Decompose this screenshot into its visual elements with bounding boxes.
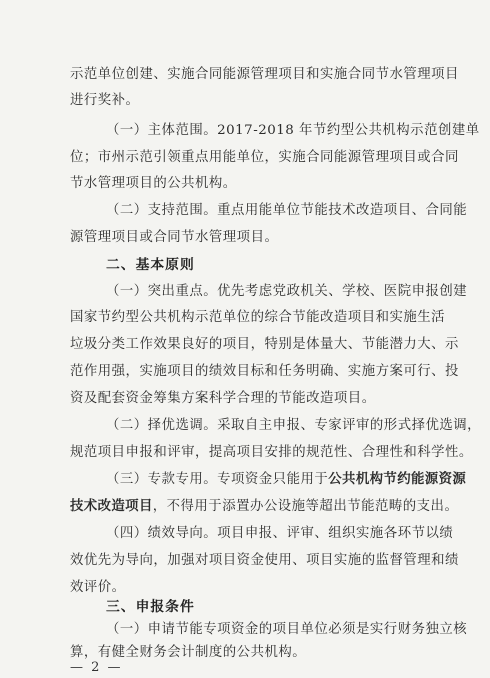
text-line: （二）择优选调。采取自主申报、专家评审的形式择优选调， (106, 418, 482, 433)
section-heading: 二、基本原则 (106, 257, 195, 273)
text-line: （一）主体范围。2017-2018 年节约型公共机构示范创建单 (106, 123, 480, 138)
text-line: 算，有健全财务会计制度的公共机构。 (70, 645, 307, 660)
text-line: 效评价。 (70, 580, 126, 595)
text-line: 国家节约型公共机构示范单位的综合节能改造项目和实施生活 (70, 310, 446, 325)
text-line: （四）绩效导向。项目申报、评审、组织实施各环节以绩 (106, 526, 454, 541)
emphasis-text: 技术改造项目 (70, 499, 153, 514)
text-line: 位；市州示范引领重点用能单位，实施合同能源管理项目或合同 (70, 150, 459, 165)
text-line: （二）支持范围。重点用能单位节能技术改造项目、合同能 (106, 203, 468, 218)
text-line: 源管理项目或合同节水管理项目。 (70, 230, 279, 245)
text-line: 示范单位创建、实施合同能源管理项目和实施合同节水管理项目 (70, 67, 459, 82)
emphasis-text: 公共机构节约能源资源 (328, 472, 467, 487)
text-line: 节水管理项目的公共机构。 (70, 176, 237, 191)
text-line: （一）申请节能专项资金的项目单位必须是实行财务独立核 (106, 622, 468, 637)
text-segment: （三）专款专用。专项资金只能用于 (106, 472, 329, 487)
text-line: 效优先为导向，加强对项目资金使用、项目实施的监督管理和绩 (70, 553, 459, 568)
section-heading: 三、申报条件 (106, 599, 195, 615)
text-line: 规范项目申报和评审，提高项目安排的规范性、合理性和科学性。 (70, 445, 473, 460)
text-line: 范作用强，实施项目的绩效目标和任务明确、实施方案可行、投 (70, 364, 459, 379)
text-line: （一）突出重点。优先考虑党政机关、学校、医院申报创建 (106, 284, 468, 299)
text-line: 进行奖补。 (70, 93, 140, 108)
text-line: 垃圾分类工作效果良好的项目，特别是体量大、节能潜力大、示 (70, 337, 459, 352)
page-number: — 2 — (70, 660, 123, 675)
text-line (106, 472, 490, 488)
text-line: 资及配套资金筹集方案科学合理的节能改造项目。 (70, 391, 376, 406)
text-segment: ，不得用于添置办公设施等超出节能范畴的支出。 (152, 499, 459, 514)
text-line (70, 499, 490, 515)
